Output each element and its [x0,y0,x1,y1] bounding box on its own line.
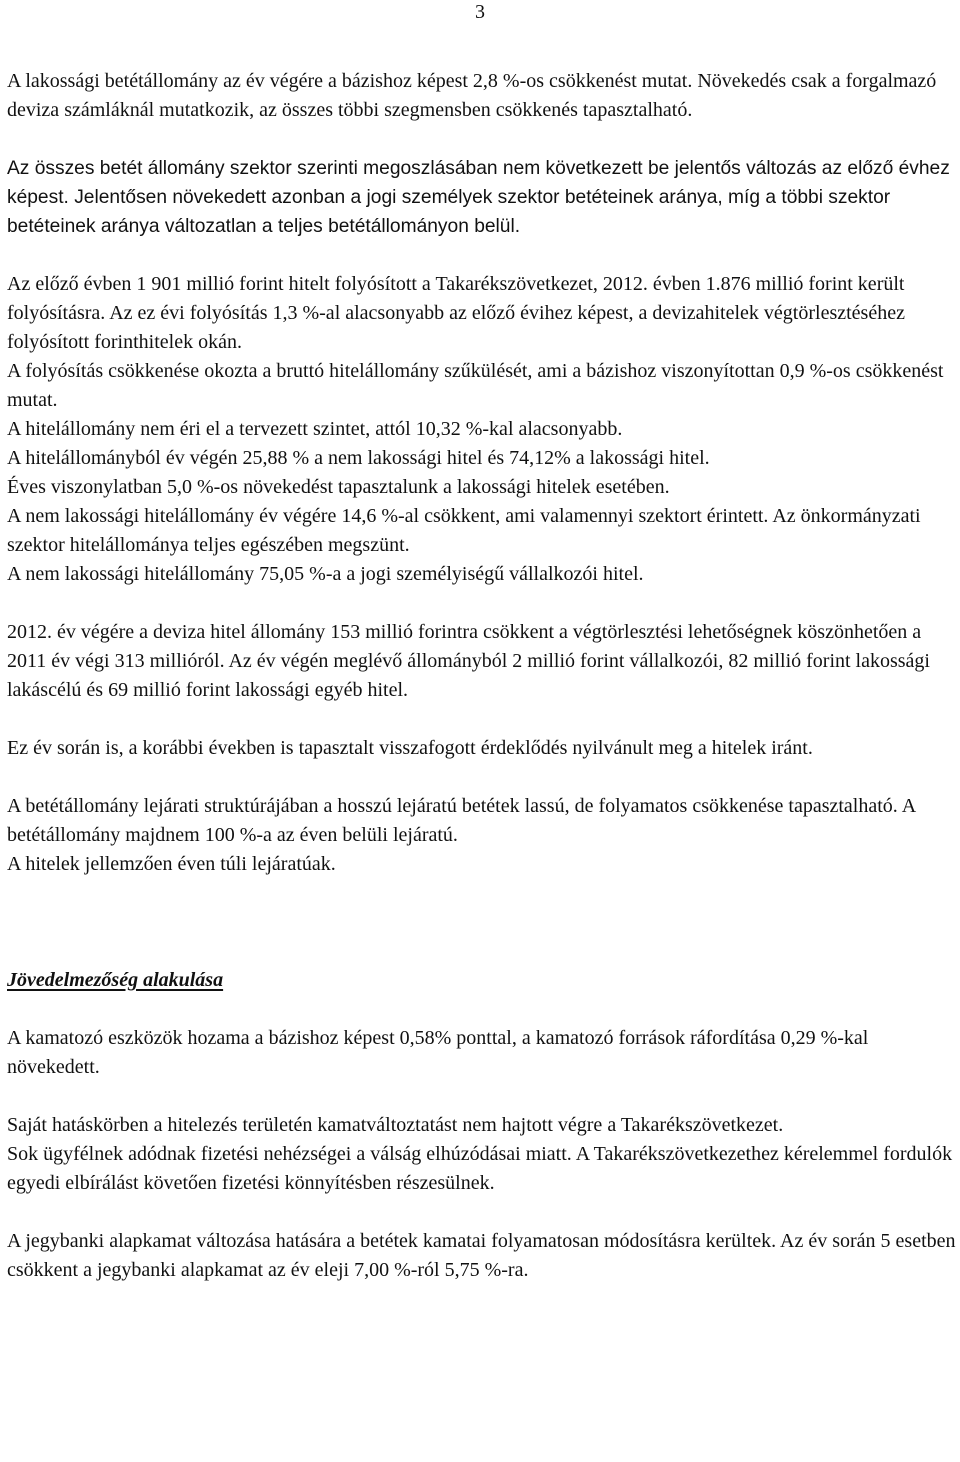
paragraph-retail-loan-growth: Éves viszonylatban 5,0 %-os növekedést tapasztalunk a lakossági hitelek esetében. [7,476,670,498]
paragraph-loan-split: A hitelállományból év végén 25,88 % a nem lakossági hitel és 74,12% a lakossági hitel. [7,447,710,469]
section-spacer [7,879,957,966]
paragraph-corporate-share: A nem lakossági hitelállomány 75,05 %-a a jogi személyiségű vállalkozói hitel. [7,563,644,585]
paragraph-retail-deposits: A lakossági betétállomány az év végére a bázishoz képest 2,8 %-os csökkenést mutat. Növekedés csak a forgalmazó deviza számláknál mutatkozik, az összes többi szegmensben csökkenés tapasztalható. [7,70,937,121]
section-heading-profitability: Jövedelmezőség alakulása [7,969,224,991]
paragraph-loan-interest: Ez év során is, a korábbi években is tapasztalt visszafogott érdeklődés nyilvánult meg a hitelek iránt. [7,737,813,759]
paragraph-spacer [7,241,957,270]
paragraph-loan-disbursement [7,270,957,357]
paragraph-interest-rate-change: Saját hatáskörben a hitelezés területén kamatváltoztatást nem hajtott végre a Takarékszövetkezet. [7,1114,784,1136]
paragraph-interest-yield: A kamatozó eszközök hozama a bázishoz képest 0,58% ponttal, a kamatozó források ráfordítása 0,29 %-kal növekedett. [7,1027,869,1078]
paragraph-client-difficulties: Sok ügyfélnek adódnak fizetési nehézségei a válság elhúzódásai miatt. A Takarékszövetkezethez kérelemmel fordulók egyedi elbírálást követően fizetési könnyítésben részesülnek. [7,1143,953,1194]
paragraph-spacer [7,995,957,1024]
paragraph-spacer [7,763,957,792]
paragraph-spacer [7,1082,957,1111]
sentence-disbursement-change: Az ez évi folyósítás 1,3 %-al alacsonyabb az előző évihez képest, a devizahitelek végtörlesztéséhez folyósított forinthitelek okán. [7,302,905,353]
paragraph-fx-loans: 2012. év végére a deviza hitel állomány 153 millió forintra csökkent a végtörlesztési lehetőségnek köszönhetően a 2011 év végi 313 millióról. Az év végén meglévő állományból 2 millió forint vállalkozói, 82 millió forint lakossági lakáscélú és 69 millió forint lakossági egyéb hitel. [7,621,930,701]
paragraph-spacer [7,1198,957,1227]
paragraph-loan-target: A hitelállomány nem éri el a tervezett szintet, attól 10,32 %-kal alacsonyabb. [7,418,623,440]
paragraph-deposit-sectors [7,154,957,241]
paragraph-non-retail-decrease: A nem lakossági hitelállomány év végére 14,6 %-al csökkent, ami valamennyi szektort érintett. Az önkormányzati szektor hitelállománya teljes egészében megszünt. [7,505,921,556]
paragraph-loan-maturity: A hitelek jellemzően éven túli lejáratúak. [7,853,336,875]
sentence-sector-distribution: Az összes betét állomány szektor szerinti megoszlásában nem következett be jelentős változás az előző évhez képest. [7,158,950,208]
sentence-legal-entities: Jelentősen növekedett azonban a jogi személyek szektor betéteinek aránya, míg a többi szektor betéteinek aránya változatlan a teljes betétállományon belül. [7,187,891,237]
page-number: 3 [475,1,485,23]
paragraph-base-rate: A jegybanki alapkamat változása hatására a betétek kamatai folyamatosan módosításra kerültek. Az év során 5 esetben csökkent a jegybanki alapkamat az év eleji 7,00 %-ról 5,75 %-ra. [7,1230,956,1281]
paragraph-spacer [7,705,957,734]
document-body [7,67,957,1285]
paragraph-maturity-structure: A betétállomány lejárati struktúrájában a hosszú lejáratú betétek lassú, de folyamatos csökkenése tapasztalható. A betétállomány majdnem 100 %-a az éven belüli lejáratú. [7,795,916,846]
sentence-disbursement-amount: Az előző évben 1 901 millió forint hitelt folyósított a Takarékszövetkezet, 2012. évben 1.876 millió forint került folyósításra. [7,273,905,324]
paragraph-spacer [7,125,957,154]
paragraph-spacer [7,589,957,618]
paragraph-gross-loan-decrease: A folyósítás csökkenése okozta a bruttó hitelállomány szűkülését, ami a bázishoz viszonyítottan 0,9 %-os csökkenést mutat. [7,360,944,411]
